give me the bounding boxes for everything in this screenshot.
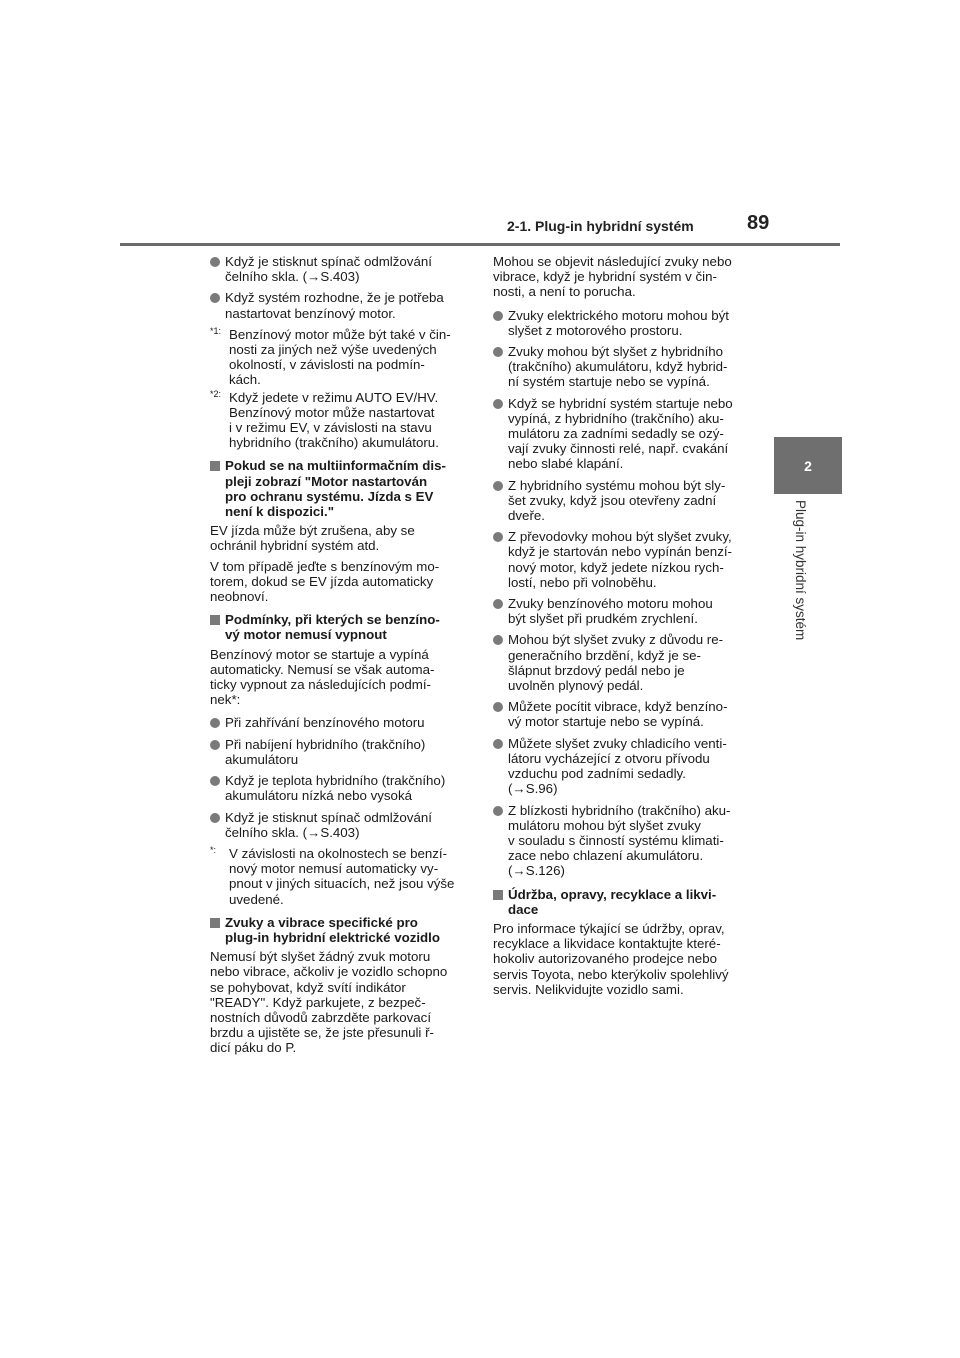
- bullet-item: [493, 529, 755, 590]
- text-line: Když jedete v režimu AUTO EV/HV.: [229, 389, 439, 405]
- text-line: pro ochranu systému. Jízda s EV: [225, 488, 434, 504]
- text-line: dace: [508, 901, 539, 917]
- text-line: vzduchu pod zadními sedadly.: [508, 766, 686, 782]
- text-line: Benzínový motor se startuje a vypíná: [210, 646, 429, 662]
- bullet-item: [210, 773, 472, 803]
- text-line: nebo slabé klapání.: [508, 456, 624, 472]
- bullet-item: [493, 803, 755, 879]
- text-line: uvedené.: [229, 891, 284, 907]
- bullet-item: [493, 736, 755, 797]
- text-line: čelního skla. (→S.403): [225, 824, 360, 840]
- text-line: akumulátoru: [225, 751, 299, 767]
- text-line: nosti, a není to porucha.: [493, 284, 636, 300]
- bullet-item: [493, 344, 755, 390]
- text-line: pleji zobrazí "Motor nastartován: [225, 473, 428, 489]
- text-line: šlápnut brzdový pedál nebo je: [508, 662, 685, 678]
- text-line: Můžete slyšet zvuky chladicího venti-: [508, 735, 727, 751]
- text-line: zace nebo chlazení akumulátoru.: [508, 848, 704, 864]
- text-line: Zvuky benzínového motoru mohou: [508, 596, 713, 612]
- text-line: brzdu a ujistěte se, že jste přesunuli ř-: [210, 1025, 434, 1041]
- paragraph: [210, 559, 472, 605]
- bullet-item: [493, 632, 755, 693]
- footnote-marker: *1:: [210, 325, 222, 336]
- text-line: Zvuky mohou být slyšet z hybridního: [508, 344, 724, 360]
- text-line: Pokud se na multiinformačním dis-: [225, 458, 446, 474]
- text-line: "READY". Když parkujete, z bezpeč-: [210, 994, 426, 1010]
- text-line: nastartovat benzínový motor.: [225, 305, 396, 321]
- text-line: nový motor nemusí automaticky vy-: [229, 861, 439, 877]
- text-line: Když je teplota hybridního (trakčního): [225, 773, 446, 789]
- text-line: nostních důvodů zabrzděte parkovací: [210, 1009, 432, 1025]
- text-line: EV jízda může být zrušena, aby se: [210, 523, 415, 539]
- bullet-item: [493, 308, 755, 338]
- text-line: není k dispozici.": [225, 504, 335, 520]
- text-line: v souladu s činností systému klimati-: [508, 832, 724, 848]
- paragraph: [493, 921, 755, 997]
- text-line: dveře.: [508, 508, 545, 524]
- page-number: 89: [747, 212, 770, 234]
- text-line: vý motor nemusí vypnout: [225, 627, 387, 643]
- footnote-text: [229, 390, 472, 451]
- left-column: [210, 254, 472, 1061]
- text-line: Mohou se objevit následující zvuky nebo: [493, 254, 732, 269]
- paragraph: [210, 647, 472, 708]
- text-line: vý motor startuje nebo se vypíná.: [508, 714, 704, 730]
- text-line: když je startován nebo vypínán benzí-: [508, 544, 732, 560]
- text-line: dicí páku do P.: [210, 1040, 297, 1056]
- text-line: akumulátoru nízká nebo vysoká: [225, 788, 413, 804]
- section-title: 2-1. Plug-in hybridní systém: [507, 218, 694, 234]
- text-line: Když systém rozhodne, že je potřeba: [225, 290, 444, 306]
- footnote: [210, 846, 472, 907]
- section-heading: [210, 458, 472, 519]
- text-line: Z převodovky mohou být slyšet zvuky,: [508, 529, 732, 545]
- text-line: vibrace, když je hybridní systém v čin-: [493, 269, 717, 285]
- text-line: mulátoru mohou být slyšet zvuky: [508, 817, 701, 833]
- paragraph: [493, 254, 755, 300]
- bullet-item: [210, 715, 472, 730]
- text-line: Z hybridního systému mohou být sly-: [508, 477, 726, 493]
- bullet-item: [493, 478, 755, 524]
- text-line: šet zvuky, když jsou otevřeny zadní: [508, 492, 717, 508]
- text-line: V tom případě jeďte s benzínovým mo-: [210, 558, 440, 574]
- bullet-item: [493, 699, 755, 729]
- text-line: hokoliv autorizovaného prodejce nebo: [493, 951, 717, 967]
- bullet-item: [210, 737, 472, 767]
- text-line: nový motor, když jedete nízkou rych-: [508, 559, 724, 575]
- text-line: uvolněn plynový pedál.: [508, 678, 644, 694]
- text-line: generačního brzdění, když je se-: [508, 647, 701, 663]
- text-line: mulátoru za zadními sedadly se ozý-: [508, 426, 724, 442]
- text-line: V závislosti na okolnostech se benzí-: [229, 845, 448, 861]
- text-line: Když se hybridní systém startuje nebo: [508, 395, 733, 411]
- text-line: ní systém startuje nebo se vypíná.: [508, 374, 710, 390]
- text-line: Při zahřívání benzínového motoru: [225, 715, 425, 731]
- text-line: neobnoví.: [210, 589, 269, 605]
- text-line: Nemusí být slyšet žádný zvuk motoru: [210, 949, 431, 965]
- text-line: (→S.96): [508, 781, 558, 797]
- text-line: plug-in hybridní elektrické vozidlo: [225, 929, 440, 945]
- text-line: (trakčního) akumulátoru, když hybrid-: [508, 359, 728, 375]
- text-line: Zvuky a vibrace specifické pro: [225, 914, 418, 930]
- text-line: torem, dokud se EV jízda automaticky: [210, 573, 434, 589]
- footnote-text: [229, 327, 472, 388]
- text-line: Z blízkosti hybridního (trakčního) aku-: [508, 802, 731, 818]
- text-line: ticky vypnout za následujících podmí-: [210, 677, 431, 693]
- text-line: nek*:: [210, 692, 241, 708]
- text-line: vypíná, z hybridního (trakčního) aku-: [508, 410, 724, 426]
- text-line: (→S.126): [508, 863, 565, 879]
- text-line: nosti za jiných než výše uvedených: [229, 342, 437, 358]
- text-line: Když je stisknut spínač odmlžování: [225, 254, 432, 269]
- bullet-item: [210, 810, 472, 840]
- text-line: automaticky. Nemusí se však automa-: [210, 661, 435, 677]
- text-line: Můžete pocítit vibrace, když benzíno-: [508, 699, 728, 715]
- text-line: i v režimu EV, v závislosti na stavu: [229, 420, 432, 436]
- paragraph: [210, 523, 472, 553]
- paragraph: [210, 949, 472, 1055]
- chapter-tab: 2: [774, 437, 842, 494]
- text-line: Mohou být slyšet zvuky z důvodu re-: [508, 632, 724, 648]
- text-line: okolností, v závislosti na podmín-: [229, 357, 425, 373]
- text-line: servis Toyota, nebo kterýkoliv spolehlivý: [493, 966, 729, 982]
- text-line: Podmínky, při kterých se benzíno-: [225, 612, 440, 628]
- text-line: čelního skla. (→S.403): [225, 269, 360, 285]
- text-line: lostí, nebo při volnoběhu.: [508, 574, 657, 590]
- bullet-item: [493, 596, 755, 626]
- text-line: kách.: [229, 372, 261, 388]
- text-line: látoru vycházející z otvoru přívodu: [508, 750, 710, 766]
- chapter-side-title: Plug-in hybridní systém: [793, 500, 808, 641]
- text-line: Při nabíjení hybridního (trakčního): [225, 736, 426, 752]
- text-line: nebo vibrace, ačkoliv je vozidlo schopno: [210, 964, 448, 980]
- text-line: Zvuky elektrického motoru mohou být: [508, 307, 729, 323]
- text-line: servis. Nelikvidujte vozidlo sami.: [493, 981, 684, 997]
- text-line: Benzínový motor může být také v čin-: [229, 326, 451, 342]
- text-line: se pohybovat, když svítí indikátor: [210, 979, 406, 995]
- text-line: Benzínový motor může nastartovat: [229, 404, 435, 420]
- section-heading: [210, 612, 472, 642]
- section-heading: [210, 915, 472, 945]
- text-line: ochránil hybridní systém atd.: [210, 538, 380, 554]
- text-line: být slyšet při prudkém zrychlení.: [508, 611, 698, 627]
- right-column: [493, 254, 755, 1002]
- footnote-text: [229, 846, 472, 907]
- section-heading: [493, 887, 755, 917]
- text-line: recyklace a likvidace kontaktujte které-: [493, 936, 721, 952]
- bullet-item: [493, 396, 755, 472]
- header-divider: [120, 243, 840, 246]
- text-line: Když je stisknut spínač odmlžování: [225, 809, 432, 825]
- text-line: vají zvuky činnosti relé, např. cvakání: [508, 441, 729, 457]
- text-line: hybridního (trakčního) akumulátoru.: [229, 435, 439, 451]
- text-line: pnout v jiných situacích, než jsou výše: [229, 876, 455, 892]
- footnote-marker: *2:: [210, 388, 222, 399]
- footnote-marker: *:: [210, 844, 217, 855]
- bullet-item: [210, 254, 472, 284]
- text-line: Pro informace týkající se údržby, oprav,: [493, 920, 725, 936]
- text-line: slyšet z motorového prostoru.: [508, 322, 683, 338]
- footnote: [210, 327, 472, 388]
- footnote: [210, 390, 472, 451]
- text-line: Údržba, opravy, recyklace a likvi-: [508, 886, 717, 902]
- bullet-item: [210, 290, 472, 320]
